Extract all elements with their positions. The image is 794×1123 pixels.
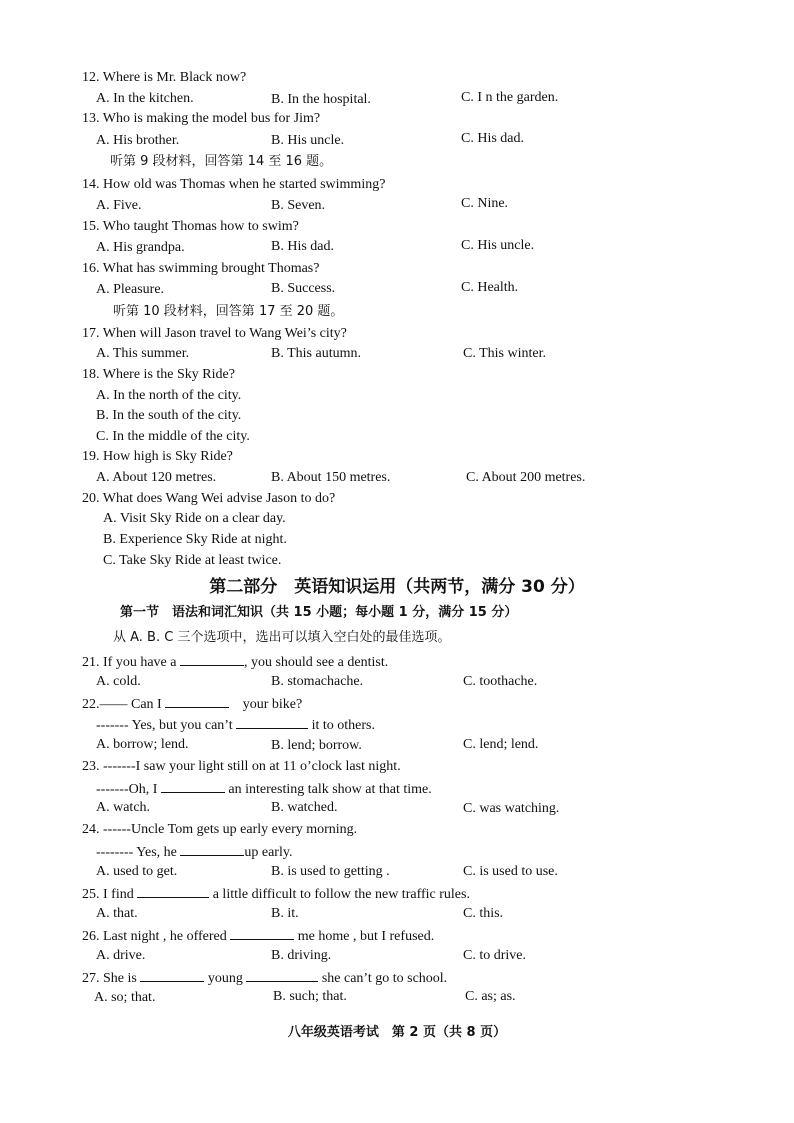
- option-b: B. His dad.: [271, 239, 334, 254]
- subsection-title: 第一节 语法和词汇知识（共 15 小题；每小题 1 分，满分 15 分）: [120, 605, 518, 620]
- option-b: B. About 150 metres.: [271, 470, 391, 485]
- question-stem: 16. What has swimming brought Thomas?: [82, 261, 320, 276]
- option-a: A. borrow; lend.: [96, 737, 189, 752]
- answer-blank: [180, 842, 244, 856]
- option-a: A. Pleasure.: [96, 282, 165, 297]
- stem-text: me home , but I refused.: [297, 929, 435, 944]
- option-c: C. Take Sky Ride at least twice.: [103, 553, 282, 568]
- question-stem: 18. Where is the Sky Ride?: [82, 367, 235, 382]
- option-a: A. watch.: [96, 800, 151, 815]
- stem-text: 26. Last night , he offered: [82, 929, 227, 944]
- option-a: A. This summer.: [96, 346, 190, 361]
- option-b: B. watched.: [271, 800, 338, 815]
- option-c: C. this.: [463, 906, 504, 921]
- option-c: C. lend; lend.: [463, 737, 539, 752]
- question-stem: [82, 968, 447, 988]
- stem-text: -------- Yes, he: [96, 845, 177, 860]
- question-stem: 12. Where is Mr. Black now?: [82, 70, 247, 85]
- answer-blank: [180, 652, 244, 666]
- question-stem: [96, 715, 375, 735]
- answer-blank: [140, 968, 204, 982]
- option-c: C. About 200 metres.: [466, 470, 586, 485]
- option-a: A. In the north of the city.: [96, 388, 242, 403]
- stem-text: your bike?: [242, 697, 303, 712]
- question-stem: 13. Who is making the model bus for Jim?: [82, 111, 321, 126]
- option-b: B. driving.: [271, 948, 332, 963]
- section-title: 第二部分 英语知识运用（共两节，满分 30 分）: [209, 577, 585, 597]
- option-b: B. such; that.: [273, 989, 347, 1004]
- option-c: C. His uncle.: [461, 238, 535, 253]
- option-c: C. I n the garden.: [461, 90, 559, 105]
- option-c: C. Nine.: [461, 196, 509, 211]
- answer-blank: [137, 884, 209, 898]
- question-stem: 14. How old was Thomas when he started swimming?: [82, 177, 386, 192]
- listening-instruction: 听第 9 段材料，回答第 14 至 16 题。: [110, 154, 333, 169]
- option-c: C. Health.: [461, 280, 519, 295]
- option-b: B. This autumn.: [271, 346, 361, 361]
- question-stem: [82, 884, 470, 904]
- question-stem: 19. How high is Sky Ride?: [82, 449, 233, 464]
- option-c: C. This winter.: [463, 346, 546, 361]
- stem-text: 27. She is: [82, 971, 137, 986]
- option-a: A. His brother.: [96, 133, 180, 148]
- option-c: C. In the middle of the city.: [96, 429, 250, 444]
- option-b: B. is used to getting .: [271, 864, 390, 879]
- answer-blank: [165, 694, 229, 708]
- question-stem: [96, 842, 292, 862]
- option-b: B. Success.: [271, 281, 336, 296]
- answer-blank: [246, 968, 318, 982]
- option-c: C. toothache.: [463, 674, 538, 689]
- option-c: C. to drive.: [463, 948, 526, 963]
- listening-instruction: 听第 10 段材料，回答第 17 至 20 题。: [113, 304, 344, 319]
- stem-text: an interesting talk show at that time.: [228, 782, 432, 797]
- stem-text: 25. I find: [82, 887, 134, 902]
- stem-text: 21. If you have a: [82, 655, 177, 670]
- option-b: B. it.: [271, 906, 299, 921]
- stem-text: she can’t go to school.: [321, 971, 448, 986]
- option-b: B. lend; borrow.: [271, 738, 362, 753]
- option-a: A. In the kitchen.: [96, 91, 194, 106]
- option-a: A. About 120 metres.: [96, 470, 217, 485]
- option-a: A. His grandpa.: [96, 240, 185, 255]
- option-a: A. used to get.: [96, 864, 178, 879]
- option-b: B. Seven.: [271, 198, 326, 213]
- option-a: A. so; that.: [94, 990, 156, 1005]
- option-a: A. Visit Sky Ride on a clear day.: [103, 511, 286, 526]
- question-stem: 15. Who taught Thomas how to swim?: [82, 219, 299, 234]
- page-footer: 八年级英语考试 第 2 页（共 8 页）: [287, 1025, 507, 1040]
- stem-text: 22.—— Can I: [82, 697, 162, 712]
- option-c: C. was watching.: [463, 801, 560, 816]
- option-b: B. In the hospital.: [271, 92, 371, 107]
- question-stem: [82, 694, 302, 714]
- answer-blank: [161, 779, 225, 793]
- stem-text: ------- Yes, but you can’t: [96, 718, 233, 733]
- option-b: B. Experience Sky Ride at night.: [103, 532, 287, 547]
- stem-text: young: [207, 971, 243, 986]
- option-c: C. as; as.: [465, 989, 516, 1004]
- question-stem: [96, 779, 432, 799]
- section-instruction: 从 A. B. C 三个选项中，选出可以填入空白处的最佳选项。: [113, 630, 451, 645]
- question-stem: [82, 652, 388, 672]
- option-b: B. In the south of the city.: [96, 408, 242, 423]
- answer-blank: [236, 715, 308, 729]
- stem-text: , you should see a dentist.: [243, 655, 389, 670]
- question-stem: [82, 926, 434, 946]
- question-stem: 23. -------I saw your light still on at 11 o’clock last night.: [82, 759, 401, 774]
- option-a: A. cold.: [96, 674, 141, 689]
- option-a: A. drive.: [96, 948, 146, 963]
- stem-text: -------Oh, I: [96, 782, 158, 797]
- option-c: C. His dad.: [461, 131, 524, 146]
- stem-text: a little difficult to follow the new traffic rules.: [212, 887, 470, 902]
- question-stem: 17. When will Jason travel to Wang Wei’s city?: [82, 326, 347, 341]
- option-b: B. stomachache.: [271, 674, 364, 689]
- stem-text: it to others.: [311, 718, 375, 733]
- question-stem: 20. What does Wang Wei advise Jason to do?: [82, 491, 336, 506]
- option-a: A. that.: [96, 906, 138, 921]
- question-stem: 24. ------Uncle Tom gets up early every morning.: [82, 822, 358, 837]
- answer-blank: [230, 926, 294, 940]
- option-a: A. Five.: [96, 198, 142, 213]
- stem-text: up early.: [244, 845, 293, 860]
- option-c: C. is used to use.: [463, 864, 558, 879]
- option-b: B. His uncle.: [271, 133, 345, 148]
